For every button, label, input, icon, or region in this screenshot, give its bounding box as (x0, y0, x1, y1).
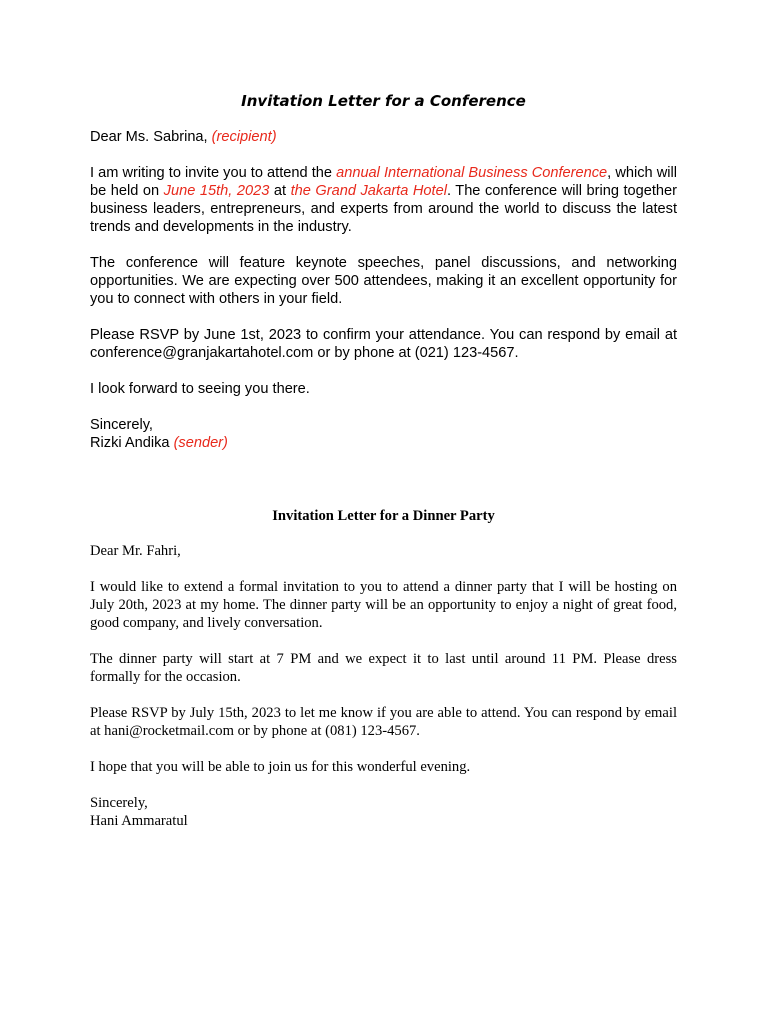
event-name: annual International Business Conference (336, 165, 608, 181)
conference-signature-line (90, 434, 677, 452)
dinner-signature: Hani Ammaratul (90, 813, 188, 829)
conference-paragraph-3: Please RSVP by June 1st, 2023 to confirm your attendance. You can respond by email at conference@granjakartahotel.com or by phone at (021) 123-4567. (90, 327, 677, 361)
conference-signoff (90, 416, 677, 452)
sender-note: (sender) (173, 435, 228, 451)
dinner-letter (90, 507, 677, 830)
dinner-salutation: Dear Mr. Fahri, (90, 543, 181, 559)
conference-salutation-paragraph (90, 128, 677, 146)
p1-text-a: I am writing to invite you to attend the (90, 165, 332, 181)
dinner-closing: Sincerely, (90, 795, 148, 811)
conference-paragraph-4: I look forward to seeing you there. (90, 381, 310, 397)
conference-closing: Sincerely, (90, 417, 153, 433)
p1-text-b: , which will be held on (90, 165, 677, 199)
dinner-title: Invitation Letter for a Dinner Party (272, 508, 495, 524)
dinner-signoff (90, 794, 677, 830)
conference-paragraph-1 (90, 164, 677, 236)
conference-paragraph-2: The conference will feature keynote speeches, panel discussions, and networking opportunities. We are expecting over 500 attendees, making it an excellent opportunity for you to connect with others in your field. (90, 255, 677, 307)
p1-text-c: at (273, 183, 287, 199)
event-date: June 15th, 2023 (163, 183, 270, 199)
dinner-paragraph-1: I would like to extend a formal invitation to you to attend a dinner party that I will be hosting on July 20th, 2023 at my home. The dinner party will be an opportunity to enjoy a night of great food, good company, and lively conversation. (90, 579, 677, 631)
conference-signature: Rizki Andika (90, 435, 170, 451)
dinner-paragraph-2: The dinner party will start at 7 PM and we expect it to last until around 11 PM. Please dress formally for the occasion. (90, 651, 677, 685)
conference-title: Invitation Letter for a Conference (241, 92, 526, 110)
conference-letter (90, 92, 677, 452)
conference-salutation: Dear Ms. Sabrina, (90, 129, 208, 145)
recipient-note: (recipient) (211, 129, 277, 145)
p1-text-d: . The conference will bring together business leaders, entrepreneurs, and experts from around the world to discuss the latest trends and developments in the industry. (90, 183, 678, 235)
dinner-paragraph-3: Please RSVP by July 15th, 2023 to let me know if you are able to attend. You can respond by email at hani@rocketmail.com or by phone at (081) 123-4567. (90, 705, 677, 739)
event-venue: the Grand Jakarta Hotel (290, 183, 447, 199)
dinner-paragraph-4: I hope that you will be able to join us for this wonderful evening. (90, 759, 471, 775)
